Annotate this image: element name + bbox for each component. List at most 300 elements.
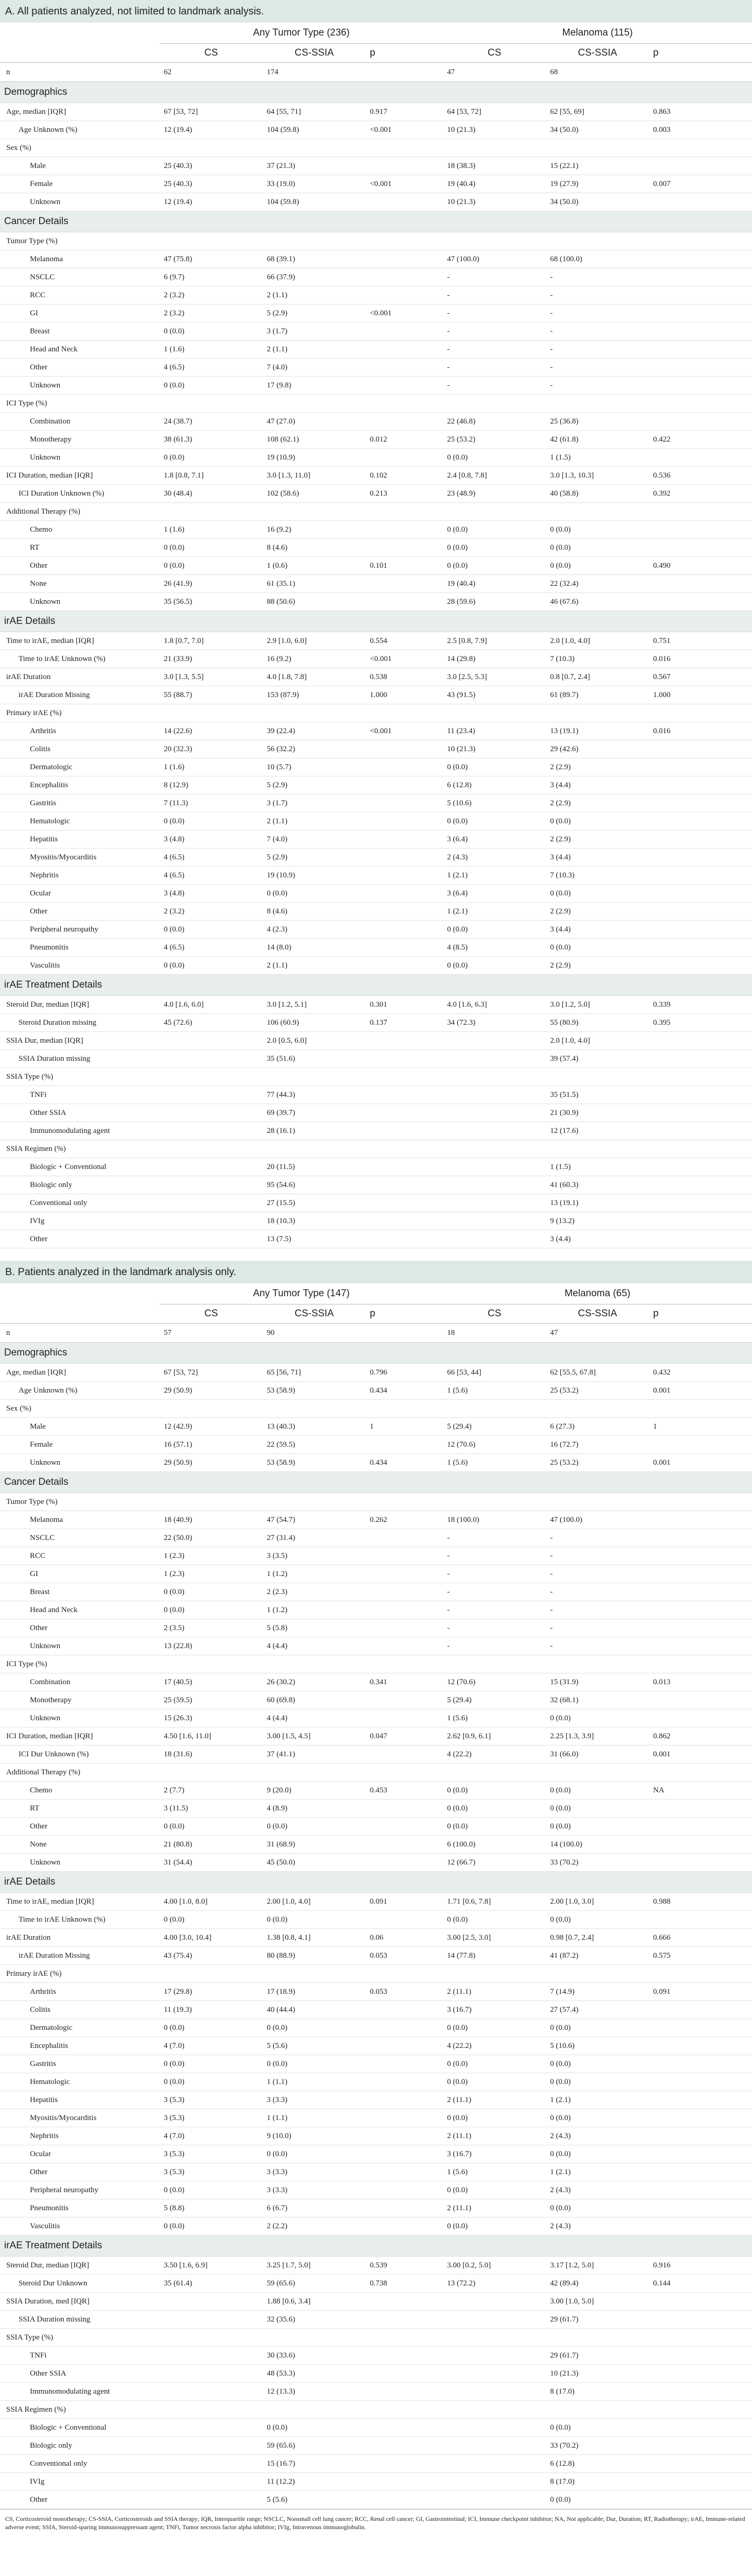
table-row bbox=[0, 686, 752, 704]
row-value: 0.395 bbox=[649, 1014, 752, 1032]
row-label: Nephritis bbox=[0, 867, 160, 885]
row-label: Chemo bbox=[0, 521, 160, 539]
row-value: 0 (0.0) bbox=[546, 939, 649, 957]
section-title: Demographics bbox=[0, 82, 752, 103]
row-value bbox=[366, 1619, 443, 1637]
row-value bbox=[366, 1547, 443, 1565]
row-value bbox=[546, 1400, 649, 1418]
row-value: 3 (3.5) bbox=[263, 1547, 366, 1565]
row-value bbox=[160, 1068, 263, 1086]
row-value: 0 (0.0) bbox=[263, 885, 366, 903]
row-value: 0.539 bbox=[366, 2257, 443, 2275]
row-value bbox=[649, 1691, 752, 1709]
row-value: 1 bbox=[649, 1418, 752, 1436]
table-row bbox=[0, 2257, 752, 2275]
row-value: 1 (1.6) bbox=[160, 521, 263, 539]
table-row bbox=[0, 1818, 752, 1836]
row-value bbox=[366, 1493, 443, 1511]
row-value: 32 (35.6) bbox=[263, 2311, 366, 2329]
row-value: 45 (72.6) bbox=[160, 1014, 263, 1032]
row-value bbox=[366, 2491, 443, 2509]
row-value: 26 (30.2) bbox=[263, 1673, 366, 1691]
row-value bbox=[443, 1158, 546, 1176]
table-row bbox=[0, 1436, 752, 1454]
row-value: 12 (42.9) bbox=[160, 1418, 263, 1436]
row-value: 19 (10.9) bbox=[263, 867, 366, 885]
row-value bbox=[443, 1104, 546, 1122]
row-value: 2 (1.1) bbox=[263, 957, 366, 975]
row-label: SSIA Regimen (%) bbox=[0, 2401, 160, 2419]
row-label: RCC bbox=[0, 286, 160, 304]
row-value bbox=[366, 1583, 443, 1601]
row-value bbox=[546, 1655, 649, 1673]
table-row bbox=[0, 103, 752, 121]
row-value bbox=[546, 2401, 649, 2419]
column-header: CS bbox=[443, 44, 546, 63]
row-value bbox=[366, 2145, 443, 2163]
row-value: 16 (9.2) bbox=[263, 650, 366, 668]
row-label: GI bbox=[0, 304, 160, 323]
row-value: - bbox=[443, 1619, 546, 1637]
row-label: Encephalitis bbox=[0, 776, 160, 794]
row-value bbox=[366, 2199, 443, 2217]
row-value bbox=[649, 323, 752, 341]
row-value bbox=[160, 2329, 263, 2347]
row-value: 0 (0.0) bbox=[160, 449, 263, 467]
table-row bbox=[0, 2437, 752, 2455]
row-value bbox=[649, 1911, 752, 1929]
row-value bbox=[366, 341, 443, 359]
column-header: CS bbox=[160, 44, 263, 63]
row-value bbox=[649, 2383, 752, 2401]
row-value: 2 (2.9) bbox=[546, 758, 649, 776]
row-value: 24 (38.7) bbox=[160, 413, 263, 431]
row-value bbox=[649, 1619, 752, 1637]
row-value: 3 (5.3) bbox=[160, 2145, 263, 2163]
header-blank bbox=[0, 1283, 160, 1304]
row-label: SSIA Duration, med [IQR] bbox=[0, 2293, 160, 2311]
section-title: irAE Treatment Details bbox=[0, 975, 752, 996]
row-value: 35 (51.5) bbox=[546, 1086, 649, 1104]
row-value: 3.00 [2.5, 3.0] bbox=[443, 1929, 546, 1947]
row-value: 25 (40.3) bbox=[160, 175, 263, 193]
table-row bbox=[0, 1364, 752, 1382]
row-value: 12 (19.4) bbox=[160, 121, 263, 139]
row-label: Time to irAE, median [IQR] bbox=[0, 632, 160, 650]
row-value: 2 (1.1) bbox=[263, 341, 366, 359]
row-value: 0 (0.0) bbox=[546, 521, 649, 539]
row-value: 0.916 bbox=[649, 2257, 752, 2275]
row-value: 5 (2.9) bbox=[263, 304, 366, 323]
row-label: irAE Duration Missing bbox=[0, 1947, 160, 1965]
table-row bbox=[0, 1086, 752, 1104]
row-value: 5 (5.6) bbox=[263, 2491, 366, 2509]
row-value bbox=[649, 885, 752, 903]
row-value bbox=[649, 539, 752, 557]
row-value: 0 (0.0) bbox=[546, 2199, 649, 2217]
row-value bbox=[649, 413, 752, 431]
row-value: 10 (21.3) bbox=[546, 2365, 649, 2383]
row-value: 3 (3.3) bbox=[263, 2091, 366, 2109]
row-value: 0 (0.0) bbox=[160, 557, 263, 575]
row-value: 2 (3.2) bbox=[160, 286, 263, 304]
table-row bbox=[0, 157, 752, 175]
row-value bbox=[546, 395, 649, 413]
row-value: 68 (100.0) bbox=[546, 250, 649, 268]
row-value: 1.38 [0.8, 4.1] bbox=[263, 1929, 366, 1947]
row-value: 67 [53, 72] bbox=[160, 103, 263, 121]
row-label: GI bbox=[0, 1565, 160, 1583]
table-row bbox=[0, 996, 752, 1014]
row-label: Other bbox=[0, 1230, 160, 1248]
table-row bbox=[0, 849, 752, 867]
row-value: 18 (10.3) bbox=[263, 1212, 366, 1230]
row-label: IVIg bbox=[0, 2473, 160, 2491]
row-value bbox=[649, 449, 752, 467]
table-row bbox=[0, 1745, 752, 1764]
row-value: 39 (22.4) bbox=[263, 722, 366, 740]
row-value: 2 (4.3) bbox=[546, 2217, 649, 2235]
table-row bbox=[0, 1230, 752, 1248]
row-label: irAE Duration bbox=[0, 1929, 160, 1947]
row-value bbox=[443, 2347, 546, 2365]
table-row bbox=[0, 2037, 752, 2055]
row-label: Gastritis bbox=[0, 794, 160, 812]
row-value bbox=[649, 867, 752, 885]
table-row bbox=[0, 1983, 752, 2001]
table-row bbox=[0, 812, 752, 831]
table-row bbox=[0, 794, 752, 812]
row-value: 0 (0.0) bbox=[443, 921, 546, 939]
row-value bbox=[649, 2163, 752, 2181]
row-value: 0 (0.0) bbox=[546, 2419, 649, 2437]
row-value: 0 (0.0) bbox=[546, 885, 649, 903]
row-value: 41 (87.2) bbox=[546, 1947, 649, 1965]
section-title: irAE Treatment Details bbox=[0, 2235, 752, 2257]
table-row bbox=[0, 1893, 752, 1911]
row-value: 0.554 bbox=[366, 632, 443, 650]
row-value: 2.0 [1.0, 4.0] bbox=[546, 1032, 649, 1050]
row-value bbox=[649, 1965, 752, 1983]
table-row bbox=[0, 1911, 752, 1929]
row-label: ICI Duration, median [IQR] bbox=[0, 467, 160, 485]
row-label: ICI Dur Unknown (%) bbox=[0, 1745, 160, 1764]
row-value: 4 (22.2) bbox=[443, 1745, 546, 1764]
row-value: 3 (4.4) bbox=[546, 776, 649, 794]
row-value: 60 (69.8) bbox=[263, 1691, 366, 1709]
row-value: 0.001 bbox=[649, 1454, 752, 1472]
row-value bbox=[366, 2311, 443, 2329]
row-value: 3 (5.3) bbox=[160, 2109, 263, 2127]
row-value: 3 (6.4) bbox=[443, 831, 546, 849]
column-header: p bbox=[649, 1304, 752, 1324]
row-value: 66 (37.9) bbox=[263, 268, 366, 286]
row-label: Tumor Type (%) bbox=[0, 232, 160, 250]
row-value: 0 (0.0) bbox=[546, 557, 649, 575]
table-row bbox=[0, 1400, 752, 1418]
row-value: 0.047 bbox=[366, 1727, 443, 1745]
row-value: 5 (5.8) bbox=[263, 1619, 366, 1637]
row-value: 3 (16.7) bbox=[443, 2001, 546, 2019]
table-row bbox=[0, 1104, 752, 1122]
row-label: ICI Duration, median [IQR] bbox=[0, 1727, 160, 1745]
row-label: Pneumonitis bbox=[0, 939, 160, 957]
row-value bbox=[366, 232, 443, 250]
row-value bbox=[546, 1764, 649, 1782]
table-row bbox=[0, 175, 752, 193]
row-value: 2 (2.3) bbox=[263, 1583, 366, 1601]
table-row bbox=[0, 1947, 752, 1965]
row-value: - bbox=[546, 1529, 649, 1547]
row-value bbox=[366, 1836, 443, 1854]
row-value: 29 (61.7) bbox=[546, 2311, 649, 2329]
row-label: Female bbox=[0, 175, 160, 193]
row-value: 0.06 bbox=[366, 1929, 443, 1947]
row-value: 3.0 [1.3, 5.5] bbox=[160, 668, 263, 686]
row-value: 0 (0.0) bbox=[546, 1800, 649, 1818]
row-value: 6 (27.3) bbox=[546, 1418, 649, 1436]
row-value: 0 (0.0) bbox=[263, 2055, 366, 2073]
row-value bbox=[366, 849, 443, 867]
row-value: 55 (88.7) bbox=[160, 686, 263, 704]
row-value: 43 (91.5) bbox=[443, 686, 546, 704]
table-row bbox=[0, 1122, 752, 1140]
row-value: 1 (1.5) bbox=[546, 449, 649, 467]
row-value: 0.666 bbox=[649, 1929, 752, 1947]
group-header-any-tumor: Any Tumor Type (236) bbox=[160, 23, 443, 44]
table-row bbox=[0, 121, 752, 139]
row-value: 2 (7.7) bbox=[160, 1782, 263, 1800]
row-value: 0 (0.0) bbox=[443, 1911, 546, 1929]
row-value: 1 (5.6) bbox=[443, 1454, 546, 1472]
row-value bbox=[366, 1800, 443, 1818]
row-value: 0.8 [0.7, 2.4] bbox=[546, 668, 649, 686]
row-value: 37 (41.1) bbox=[263, 1745, 366, 1764]
table-row bbox=[0, 1965, 752, 1983]
row-value: 29 (42.6) bbox=[546, 740, 649, 758]
row-value bbox=[546, 1140, 649, 1158]
section-header-row bbox=[0, 82, 752, 103]
row-label: SSIA Type (%) bbox=[0, 2329, 160, 2347]
row-value: 29 (61.7) bbox=[546, 2347, 649, 2365]
row-value: 43 (75.4) bbox=[160, 1947, 263, 1965]
row-value: 31 (66.0) bbox=[546, 1745, 649, 1764]
row-value: 1 (1.2) bbox=[263, 1601, 366, 1619]
row-value: 2 (11.1) bbox=[443, 2199, 546, 2217]
row-value: - bbox=[546, 304, 649, 323]
row-label: NSCLC bbox=[0, 268, 160, 286]
row-value bbox=[443, 1212, 546, 1230]
row-value: 104 (59.8) bbox=[263, 121, 366, 139]
row-value: 3 (4.8) bbox=[160, 831, 263, 849]
row-value bbox=[160, 2419, 263, 2437]
row-value bbox=[649, 1800, 752, 1818]
row-value bbox=[546, 139, 649, 157]
row-value: 3.0 [1.3, 10.3] bbox=[546, 467, 649, 485]
table-row bbox=[0, 139, 752, 157]
row-value: 4.0 [1.6, 6.0] bbox=[160, 996, 263, 1014]
row-value: 1 (1.1) bbox=[263, 2073, 366, 2091]
row-value: 3 (4.4) bbox=[546, 1230, 649, 1248]
row-label: Unknown bbox=[0, 449, 160, 467]
row-value: 34 (50.0) bbox=[546, 121, 649, 139]
row-value bbox=[160, 1400, 263, 1418]
row-value: 5 (2.9) bbox=[263, 776, 366, 794]
row-value: 27 (31.4) bbox=[263, 1529, 366, 1547]
row-value bbox=[366, 449, 443, 467]
row-value: 0.012 bbox=[366, 431, 443, 449]
header-blank bbox=[0, 23, 160, 44]
row-value bbox=[366, 1068, 443, 1086]
row-value bbox=[649, 1104, 752, 1122]
row-value: 2 (11.1) bbox=[443, 1983, 546, 2001]
row-value bbox=[546, 1068, 649, 1086]
row-value bbox=[443, 1176, 546, 1194]
row-value: - bbox=[443, 1583, 546, 1601]
row-value bbox=[649, 341, 752, 359]
row-value bbox=[160, 2401, 263, 2419]
row-value: 4 (7.0) bbox=[160, 2127, 263, 2145]
row-label: Additional Therapy (%) bbox=[0, 503, 160, 521]
row-label: Unknown bbox=[0, 1454, 160, 1472]
row-value bbox=[649, 1583, 752, 1601]
row-value: 1 (0.6) bbox=[263, 557, 366, 575]
row-label: Arthritis bbox=[0, 1983, 160, 2001]
row-value bbox=[443, 1230, 546, 1248]
row-value: 0.301 bbox=[366, 996, 443, 1014]
row-value: 0.213 bbox=[366, 485, 443, 503]
row-value bbox=[443, 1400, 546, 1418]
row-value: 35 (56.5) bbox=[160, 593, 263, 611]
n-cell: 62 bbox=[160, 63, 263, 82]
row-value: 0 (0.0) bbox=[160, 323, 263, 341]
row-value: 39 (57.4) bbox=[546, 1050, 649, 1068]
row-value: 2.00 [1.0, 3.0] bbox=[546, 1893, 649, 1911]
row-value bbox=[366, 885, 443, 903]
row-label: Immunomodulating agent bbox=[0, 2383, 160, 2401]
row-value: 40 (44.4) bbox=[263, 2001, 366, 2019]
row-value bbox=[160, 2473, 263, 2491]
row-value: 7 (10.3) bbox=[546, 650, 649, 668]
row-value bbox=[366, 1230, 443, 1248]
row-value: 1 (1.1) bbox=[263, 2109, 366, 2127]
row-value: 3 (1.7) bbox=[263, 794, 366, 812]
n-cell bbox=[366, 63, 443, 82]
row-value bbox=[649, 1032, 752, 1050]
table-row bbox=[0, 2091, 752, 2109]
table-row bbox=[0, 1764, 752, 1782]
row-value: 3.25 [1.7, 5.0] bbox=[263, 2257, 366, 2275]
row-value bbox=[649, 2073, 752, 2091]
row-value: 0 (0.0) bbox=[546, 2019, 649, 2037]
row-value: 6 (12.8) bbox=[546, 2455, 649, 2473]
row-value: 0 (0.0) bbox=[546, 2491, 649, 2509]
row-value bbox=[649, 593, 752, 611]
row-value bbox=[263, 1068, 366, 1086]
row-value bbox=[160, 1655, 263, 1673]
column-header: p bbox=[366, 1304, 443, 1324]
row-value bbox=[366, 1911, 443, 1929]
row-value bbox=[366, 2163, 443, 2181]
row-value bbox=[366, 704, 443, 722]
row-value bbox=[649, 395, 752, 413]
row-value: 4 (6.5) bbox=[160, 939, 263, 957]
row-value: 0 (0.0) bbox=[443, 2109, 546, 2127]
row-value: 0 (0.0) bbox=[263, 2145, 366, 2163]
row-label: Gastritis bbox=[0, 2055, 160, 2073]
row-value: 5 (10.6) bbox=[443, 794, 546, 812]
row-label: SSIA Type (%) bbox=[0, 1068, 160, 1086]
row-value bbox=[366, 2073, 443, 2091]
row-value: 18 (100.0) bbox=[443, 1511, 546, 1529]
row-label: ICI Type (%) bbox=[0, 395, 160, 413]
row-value bbox=[160, 704, 263, 722]
row-value: 0 (0.0) bbox=[160, 957, 263, 975]
row-value: 20 (11.5) bbox=[263, 1158, 366, 1176]
row-value: 19 (40.4) bbox=[443, 175, 546, 193]
row-value: 1 bbox=[366, 1418, 443, 1436]
n-cell bbox=[649, 1324, 752, 1343]
row-value: 0.575 bbox=[649, 1947, 752, 1965]
row-value: 2.5 [0.8, 7.9] bbox=[443, 632, 546, 650]
row-value: 14 (29.8) bbox=[443, 650, 546, 668]
table-row bbox=[0, 2199, 752, 2217]
row-value bbox=[649, 1050, 752, 1068]
row-value: 0.001 bbox=[649, 1382, 752, 1400]
row-label: Biologic only bbox=[0, 1176, 160, 1194]
table-row bbox=[0, 250, 752, 268]
row-label: Biologic only bbox=[0, 2437, 160, 2455]
row-value: 0 (0.0) bbox=[443, 758, 546, 776]
row-label: Nephritis bbox=[0, 2127, 160, 2145]
row-value bbox=[649, 2037, 752, 2055]
row-value: 2.0 [0.5, 6.0] bbox=[263, 1032, 366, 1050]
row-value: 22 (32.4) bbox=[546, 575, 649, 593]
row-value: 4.0 [1.6, 6.3] bbox=[443, 996, 546, 1014]
group-header-any-tumor: Any Tumor Type (147) bbox=[160, 1283, 443, 1304]
n-cell bbox=[366, 1324, 443, 1343]
row-value: 23 (48.9) bbox=[443, 485, 546, 503]
row-value: 11 (12.2) bbox=[263, 2473, 366, 2491]
row-value: 55 (80.9) bbox=[546, 1014, 649, 1032]
row-value: 13 (22.8) bbox=[160, 1637, 263, 1655]
row-label: Unknown bbox=[0, 1709, 160, 1727]
row-value: - bbox=[443, 1529, 546, 1547]
row-value bbox=[366, 139, 443, 157]
row-value: 1 (5.6) bbox=[443, 1382, 546, 1400]
row-value: 17 (18.9) bbox=[263, 1983, 366, 2001]
row-value: 2 (11.1) bbox=[443, 2127, 546, 2145]
row-value: 25 (53.2) bbox=[546, 1382, 649, 1400]
row-value bbox=[649, 2419, 752, 2437]
row-value bbox=[160, 1493, 263, 1511]
row-value bbox=[160, 395, 263, 413]
row-value: - bbox=[546, 286, 649, 304]
row-value: 4.50 [1.6, 11.0] bbox=[160, 1727, 263, 1745]
row-value bbox=[546, 1965, 649, 1983]
row-label: Sex (%) bbox=[0, 139, 160, 157]
row-value: 40 (58.8) bbox=[546, 485, 649, 503]
table-row bbox=[0, 2073, 752, 2091]
table-row bbox=[0, 722, 752, 740]
row-value bbox=[366, 831, 443, 849]
row-label: Combination bbox=[0, 1673, 160, 1691]
row-value: 2 (2.2) bbox=[263, 2217, 366, 2235]
row-value bbox=[443, 2491, 546, 2509]
row-value: 3 (16.7) bbox=[443, 2145, 546, 2163]
row-label: Melanoma bbox=[0, 1511, 160, 1529]
table-row bbox=[0, 2311, 752, 2329]
